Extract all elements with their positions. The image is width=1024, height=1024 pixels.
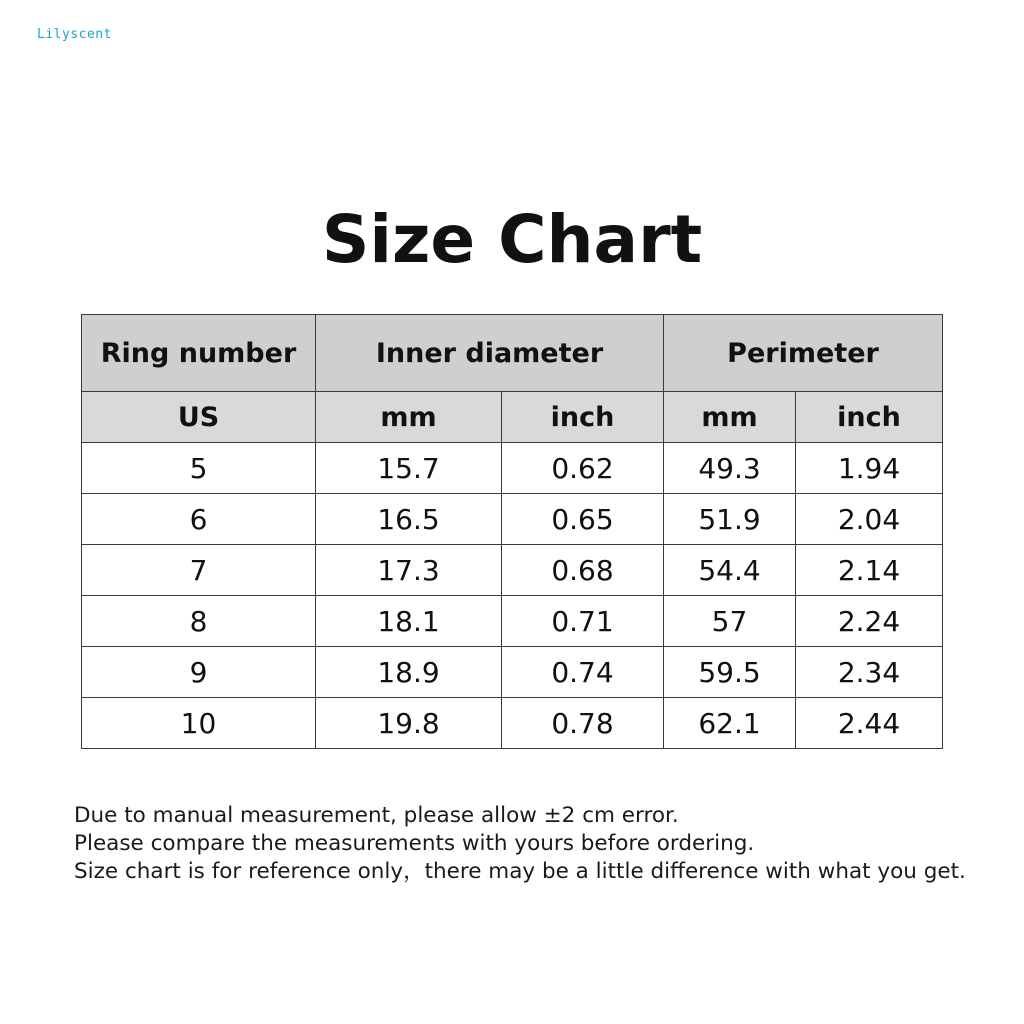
size-chart-table	[81, 314, 943, 749]
header-inner-diameter: Inner diameter	[316, 315, 664, 392]
page-title: Size Chart	[321, 201, 703, 278]
cell-inner-inch: 0.62	[502, 443, 664, 494]
cell-us-size: 7	[82, 545, 316, 596]
table-row	[82, 647, 943, 698]
header-ring-number: Ring number	[82, 315, 316, 392]
cell-perimeter-mm: 54.4	[664, 545, 796, 596]
table-row	[82, 698, 943, 749]
cell-perimeter-mm: 51.9	[664, 494, 796, 545]
table-header-row	[82, 315, 943, 392]
cell-perimeter-mm: 57	[664, 596, 796, 647]
cell-perimeter-mm: 59.5	[664, 647, 796, 698]
cell-inner-mm: 15.7	[316, 443, 502, 494]
cell-inner-mm: 18.1	[316, 596, 502, 647]
note-line: Size chart is for reference only，there may be a little difference with what you get.	[74, 859, 966, 884]
cell-perimeter-mm: 49.3	[664, 443, 796, 494]
cell-us-size: 10	[82, 698, 316, 749]
cell-inner-inch: 0.65	[502, 494, 664, 545]
cell-perimeter-inch: 1.94	[796, 443, 943, 494]
note-line: Please compare the measurements with yours before ordering.	[74, 831, 755, 856]
table-row	[82, 596, 943, 647]
cell-perimeter-inch: 2.34	[796, 647, 943, 698]
cell-us-size: 9	[82, 647, 316, 698]
table-subheader-row	[82, 392, 943, 443]
table-row	[82, 494, 943, 545]
cell-inner-inch: 0.71	[502, 596, 664, 647]
table-row	[82, 443, 943, 494]
header-perimeter: Perimeter	[664, 315, 943, 392]
cell-us-size: 8	[82, 596, 316, 647]
subheader-inner-inch: inch	[502, 392, 664, 443]
cell-inner-mm: 16.5	[316, 494, 502, 545]
cell-inner-mm: 17.3	[316, 545, 502, 596]
cell-inner-mm: 19.8	[316, 698, 502, 749]
cell-perimeter-inch: 2.44	[796, 698, 943, 749]
cell-perimeter-inch: 2.14	[796, 545, 943, 596]
measurement-notes	[74, 802, 1004, 886]
cell-perimeter-inch: 2.04	[796, 494, 943, 545]
cell-perimeter-mm: 62.1	[664, 698, 796, 749]
note-line: Due to manual measurement, please allow ±2 cm error.	[74, 803, 679, 828]
subheader-perimeter-inch: inch	[796, 392, 943, 443]
subheader-inner-mm: mm	[316, 392, 502, 443]
brand-logo-text: Lilyscent	[37, 27, 112, 42]
cell-inner-inch: 0.74	[502, 647, 664, 698]
cell-inner-inch: 0.78	[502, 698, 664, 749]
cell-inner-mm: 18.9	[316, 647, 502, 698]
subheader-perimeter-mm: mm	[664, 392, 796, 443]
cell-inner-inch: 0.68	[502, 545, 664, 596]
cell-us-size: 6	[82, 494, 316, 545]
cell-us-size: 5	[82, 443, 316, 494]
table-row	[82, 545, 943, 596]
cell-perimeter-inch: 2.24	[796, 596, 943, 647]
subheader-us: US	[82, 392, 316, 443]
